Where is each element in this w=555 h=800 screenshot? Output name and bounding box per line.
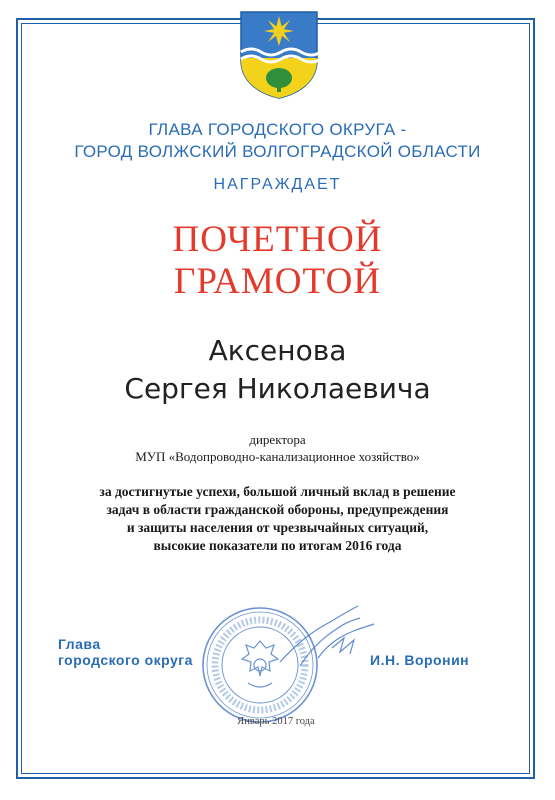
reason-line-4: высокие показатели по итогам 2016 года [153,538,402,553]
recipient-organization: МУП «Водопроводно-канализационное хозяйство» [135,449,420,464]
reason-line-1: за достигнутые успехи, большой личный вклад в решение [99,484,456,499]
certificate-title-line-1: ПОЧЕТНОЙ [172,219,383,260]
issue-date: Январь 2017 года [237,716,315,727]
awards-verb: НАГРАЖДАЕТ [213,176,342,193]
recipient-given-names: Сергея Николаевича [124,372,431,405]
recipient-position: директора [249,432,306,447]
reason-line-3: и защиты населения от чрезвычайных ситуаций, [126,520,429,535]
recipient-surname: Аксенова [208,334,347,367]
handwritten-signature-icon [270,600,380,680]
organization-line-1: ГЛАВА ГОРОДСКОГО ОКРУГА - [148,120,407,139]
signatory-title-line-2: городского округа [58,652,193,668]
coat-of-arms-icon [237,8,321,100]
signatory-title-line-1: Глава [58,636,101,652]
certificate-title-line-2: ГРАМОТОЙ [173,261,382,302]
organization-line-2: ГОРОД ВОЛЖСКИЙ ВОЛГОГРАДСКОЙ ОБЛАСТИ [74,142,481,161]
reason-line-2: задач в области гражданской обороны, предупреждения [106,502,449,517]
signatory-name: И.Н. Воронин [370,652,470,668]
